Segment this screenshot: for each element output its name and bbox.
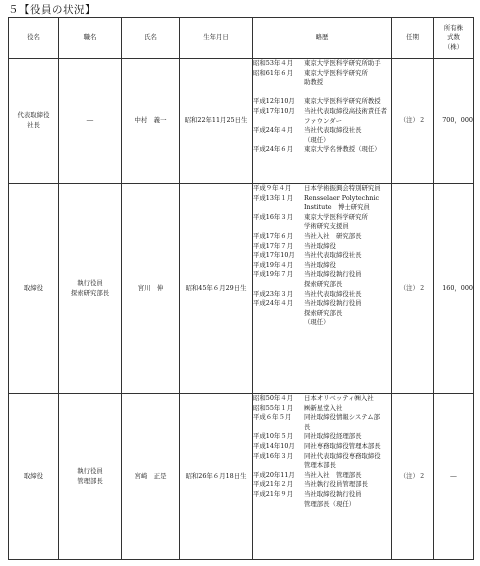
career-date: 昭和50年４月 <box>253 394 294 402</box>
career-line <box>253 442 391 452</box>
career-date: 平成17年７月 <box>253 241 294 250</box>
header-title: 職名 <box>59 18 122 59</box>
career-date: 平成24年４月 <box>253 126 294 135</box>
career-desc: 東京大学医科学研究所 <box>304 212 368 221</box>
career-desc: 探索研究部長 <box>304 308 343 317</box>
career-desc: 当社入社 研究部長 <box>304 231 362 240</box>
header-row <box>9 18 474 59</box>
officer-row <box>9 59 474 184</box>
officer-term: （注）２ <box>392 184 434 394</box>
career-line <box>253 126 391 136</box>
career-desc: 東京大学医科学研究所助手 <box>304 59 381 67</box>
career-date: 平成24年４月 <box>253 299 294 308</box>
officer-row <box>9 184 474 394</box>
officer-birth: 昭和22年11月25日生 <box>180 59 253 184</box>
header-birth: 生年月日 <box>180 18 253 59</box>
career-desc: 当社執行役員管理部長 <box>304 480 368 489</box>
career-line <box>253 242 391 252</box>
career-line <box>253 394 391 404</box>
header-shares-line: 所有株 <box>443 23 464 32</box>
career-date: 平成６年５月 <box>253 413 292 422</box>
career-date <box>253 318 304 328</box>
career-desc: 当社取締役 <box>304 260 336 269</box>
career-desc: 助教授 <box>304 78 324 87</box>
career-desc: 管理部長（現任） <box>304 499 356 508</box>
career-line <box>253 136 391 146</box>
career-date: 平成14年10月 <box>253 441 295 450</box>
career-date: 平成21年９月 <box>253 489 294 498</box>
career-desc: Rensselaer Polytechnic <box>304 193 380 202</box>
career-line <box>253 213 391 223</box>
career-line <box>253 490 391 500</box>
officer-position <box>9 59 59 184</box>
career-date: 平成23年３月 <box>253 289 294 298</box>
career-date <box>253 78 304 88</box>
career-desc: 日本オリベッティ㈱入社 <box>304 394 374 402</box>
career-line <box>253 432 391 442</box>
officer-birth: 昭和45年６月29日生 <box>180 184 253 394</box>
career-line <box>253 290 391 300</box>
officer-shares: 160，000 <box>434 184 474 394</box>
career-desc: 東京大学医科学研究所 <box>304 68 368 77</box>
title-line: 管理部長 <box>77 476 103 485</box>
officer-career <box>253 394 392 560</box>
career-line <box>253 203 391 213</box>
career-line <box>253 270 391 280</box>
officer-birth: 昭和26年６月18日生 <box>180 394 253 560</box>
career-date: 平成17年10月 <box>253 251 295 260</box>
career-desc: ㈱新星堂入社 <box>304 403 343 412</box>
header-name: 氏名 <box>122 18 180 59</box>
officer-position <box>9 394 59 560</box>
officer-shares: 700，000 <box>434 59 474 184</box>
officer-row <box>9 394 474 560</box>
career-date: 平成19年４月 <box>253 260 294 269</box>
title-line: 探索研究部長 <box>70 288 110 297</box>
career-desc: Institute 博士研究員 <box>304 203 370 212</box>
career-line <box>253 59 391 69</box>
career-line <box>253 480 391 490</box>
career-line <box>253 222 391 232</box>
position-line: 社長 <box>27 121 40 129</box>
career-date: 平成17年６月 <box>253 231 294 240</box>
career-line <box>253 145 391 155</box>
officer-title <box>59 394 122 560</box>
career-date: 昭和53年４月 <box>253 59 294 67</box>
career-date <box>253 222 304 232</box>
header-shares-line: 式数 <box>447 33 460 42</box>
officer-term: （注）２ <box>392 59 434 184</box>
career-desc: 同社代表取締役専務取締役 <box>304 451 381 460</box>
career-desc: 当社代表取締役社長 <box>304 289 362 298</box>
career-line <box>253 500 391 510</box>
career-line <box>253 251 391 261</box>
title-line: 執行役員 <box>77 466 103 475</box>
career-desc <box>304 88 391 98</box>
career-line <box>253 184 391 194</box>
career-desc: 管理本部長 <box>304 461 336 470</box>
career-desc: 同社取締役情報システム部 <box>304 413 381 422</box>
header-position: 役名 <box>9 18 59 59</box>
career-date: 平成24年６月 <box>253 145 294 154</box>
career-date: 平成10年５月 <box>253 432 294 441</box>
career-line <box>253 309 391 319</box>
career-date: 平成16年３月 <box>253 451 294 460</box>
officers-table <box>8 17 474 560</box>
officer-name: 宮川 伸 <box>122 184 180 394</box>
career-line <box>253 88 391 98</box>
career-desc: 当社代表取締役社長 <box>304 251 362 260</box>
officer-shares: ― <box>434 394 474 560</box>
position-line: 取締役 <box>23 471 44 480</box>
career-date: 昭和61年６月 <box>253 68 294 77</box>
title-line: 執行役員 <box>77 278 103 287</box>
header-shares-line: （株） <box>443 42 464 51</box>
header-term: 任期 <box>392 18 434 59</box>
career-line <box>253 261 391 271</box>
career-line <box>253 423 391 433</box>
career-line <box>253 280 391 290</box>
career-date <box>253 88 304 98</box>
career-desc: 当社取締役執行役員 <box>304 299 362 308</box>
career-line <box>253 117 391 127</box>
career-desc: 長 <box>304 422 311 431</box>
header-shares <box>434 18 474 59</box>
career-line <box>253 232 391 242</box>
career-date <box>253 203 304 213</box>
career-desc: 学術研究支援員 <box>304 222 349 231</box>
career-desc: （現任） <box>304 135 330 144</box>
position-line: 取締役 <box>23 283 44 292</box>
career-desc: ファウンダー <box>304 116 342 125</box>
career-date: 平成17年10月 <box>253 106 295 115</box>
career-line <box>253 107 391 117</box>
career-date: 平成20年11月 <box>253 470 295 479</box>
career-date <box>253 423 304 433</box>
career-line <box>253 318 391 328</box>
section-title: ５【役員の状況】 <box>8 4 96 16</box>
career-desc: （現任） <box>304 318 330 327</box>
officer-position <box>9 184 59 394</box>
career-date: 昭和55年１月 <box>253 403 294 412</box>
career-date: 平成12年10月 <box>253 97 295 106</box>
career-date <box>253 309 304 319</box>
career-line <box>253 452 391 462</box>
header-career: 略歴 <box>253 18 392 59</box>
career-desc: 東京大学医科学研究所教授 <box>304 97 381 106</box>
career-desc: 同社専務取締役管理本部長 <box>304 441 381 450</box>
career-line <box>253 78 391 88</box>
career-line <box>253 404 391 414</box>
officer-title <box>59 184 122 394</box>
career-desc: 東京大学名誉教授（現任） <box>304 145 381 154</box>
officer-career <box>253 184 392 394</box>
officer-title <box>59 59 122 184</box>
career-desc: 当社入社 管理部長 <box>304 470 362 479</box>
career-date <box>253 117 304 127</box>
career-line <box>253 471 391 481</box>
career-line <box>253 69 391 79</box>
career-line <box>253 97 391 107</box>
career-desc: 当社取締役執行役員 <box>304 489 362 498</box>
officer-name: 宮崎 正是 <box>122 394 180 560</box>
career-desc: 当社代表取締役高技術責任者 <box>304 106 388 115</box>
career-date <box>253 136 304 146</box>
career-date: 平成９年４月 <box>253 184 292 192</box>
officer-name: 中村 義一 <box>122 59 180 184</box>
career-desc: 探索研究部長 <box>304 279 343 288</box>
career-desc: 当社代表取締役社長 <box>304 126 362 135</box>
career-date <box>253 461 304 471</box>
career-date <box>253 500 304 510</box>
career-desc: 当社取締役 <box>304 241 336 250</box>
officer-career <box>253 59 392 184</box>
career-desc: 同社取締役経理部長 <box>304 432 362 441</box>
career-date <box>253 280 304 290</box>
career-desc: 日本学術振興会特別研究員 <box>304 184 381 192</box>
officer-term: （注）２ <box>392 394 434 560</box>
career-date: 平成21年２月 <box>253 480 294 489</box>
career-date: 平成19年７月 <box>253 270 294 279</box>
career-date: 平成16年３月 <box>253 212 294 221</box>
career-date: 平成13年１月 <box>253 193 294 202</box>
career-line <box>253 299 391 309</box>
career-desc: 当社取締役執行役員 <box>304 270 362 279</box>
career-line <box>253 194 391 204</box>
position-line: 代表取締役 <box>17 111 50 120</box>
career-line <box>253 413 391 423</box>
title-line: ― <box>86 116 94 125</box>
career-line <box>253 461 391 471</box>
